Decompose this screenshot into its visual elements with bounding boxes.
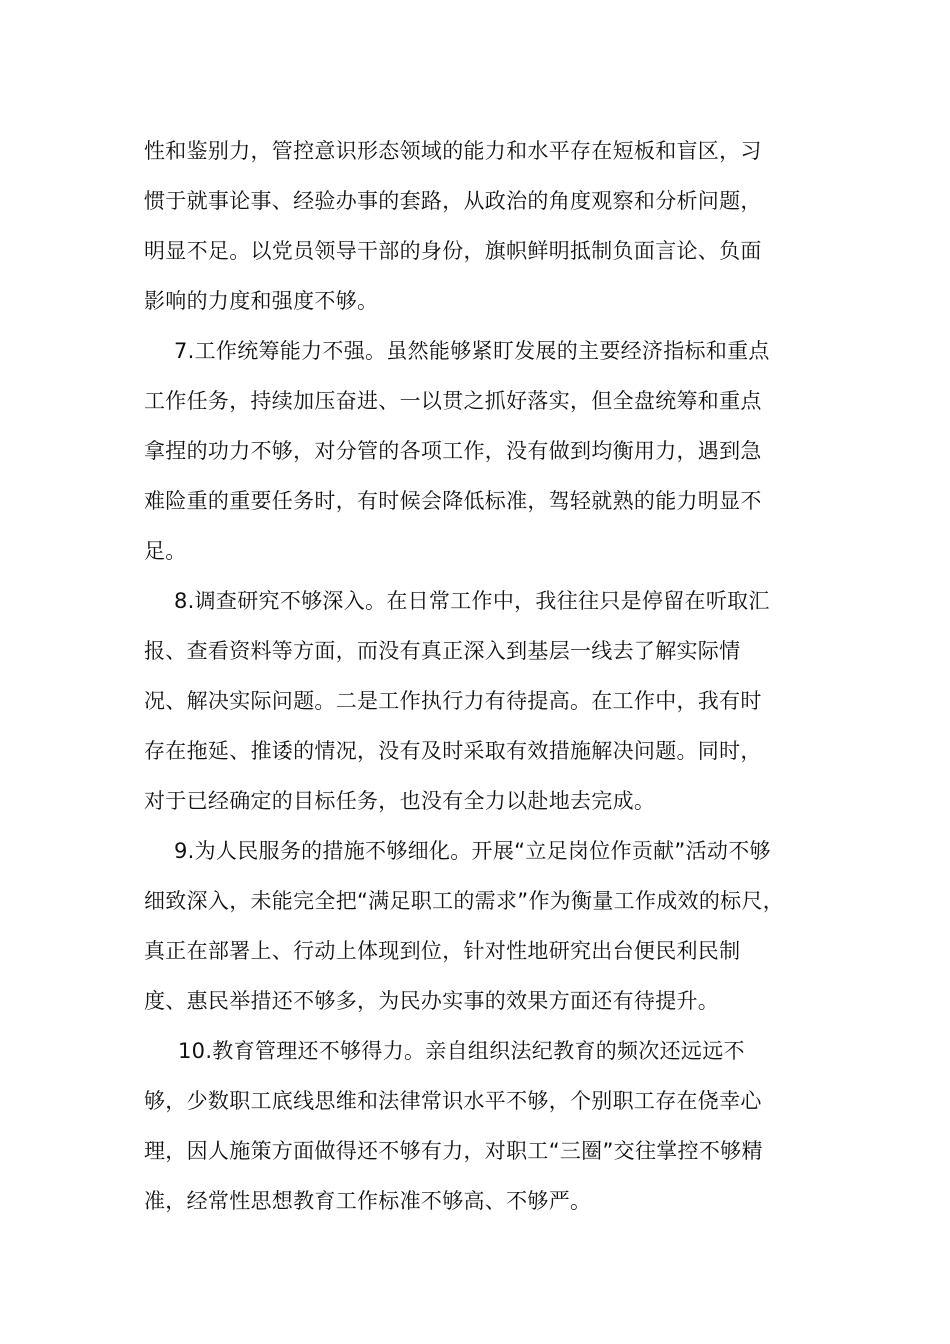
paragraph-10-first-line: 10.教育管理还不够得力。亲自组织法纪教育的频次还远远不 [178, 1039, 745, 1063]
body-text [144, 126, 814, 1226]
paragraph-8-first-line: 8.调查研究不够深入。在日常工作中，我往往只是停留在听取汇 [174, 589, 770, 613]
text-line-4: 影响的力度和强度不够。 [144, 289, 379, 313]
text-line-2: 惯于就事论事、经验办事的套路，从政治的角度观察和分析问题， [144, 189, 762, 213]
text-line-8: 难险重的重要任务时，有时候会降低标准，驾轻就熟的能力明显不 [144, 489, 762, 513]
text-line-11: 报、查看资料等方面，而没有真正深入到基层一线去了解实际情 [144, 639, 741, 663]
text-line-7: 拿捏的功力不够，对分管的各项工作，没有做到均衡用力，遇到急 [144, 439, 762, 463]
text-line-22: 准，经常性思想教育工作标准不够高、不够严。 [144, 1189, 592, 1213]
text-line-13: 存在拖延、推诿的情况，没有及时采取有效措施解决问题。同时， [144, 739, 762, 763]
paragraph-7-first-line: 7.工作统筹能力不强。虽然能够紧盯发展的主要经济指标和重点 [174, 339, 770, 363]
paragraph-9-first-line: 9.为人民服务的措施不够细化。开展“立足岗位作贡献”活动不够 [174, 839, 771, 863]
text-line-20: 够，少数职工底线思维和法律常识水平不够，个别职工存在侥幸心 [144, 1089, 762, 1113]
text-line-21: 理，因人施策方面做得还不够有力，对职工“三圈”交往掌控不够精 [144, 1139, 763, 1163]
text-line-3: 明显不足。以党员领导干部的身份，旗帜鲜明抵制负面言论、负面 [144, 239, 762, 263]
text-line-6: 工作任务，持续加压奋进、一以贯之抓好落实，但全盘统筹和重点 [144, 389, 762, 413]
text-line-16: 细致深入，未能完全把“满足职工的需求”作为衡量工作成效的标尺， [144, 889, 785, 913]
text-line-1: 性和鉴别力，管控意识形态领域的能力和水平存在短板和盲区，习 [144, 139, 762, 163]
text-line-17: 真正在部署上、行动上体现到位，针对性地研究出台便民利民制 [144, 939, 741, 963]
text-line-12: 况、解决实际问题。二是工作执行力有待提高。在工作中，我有时 [144, 689, 762, 713]
text-line-14: 对于已经确定的目标任务，也没有全力以赴地去完成。 [144, 789, 656, 813]
text-line-9: 足。 [144, 539, 187, 563]
text-line-18: 度、惠民举措还不够多，为民办实事的效果方面还有待提升。 [144, 989, 720, 1013]
